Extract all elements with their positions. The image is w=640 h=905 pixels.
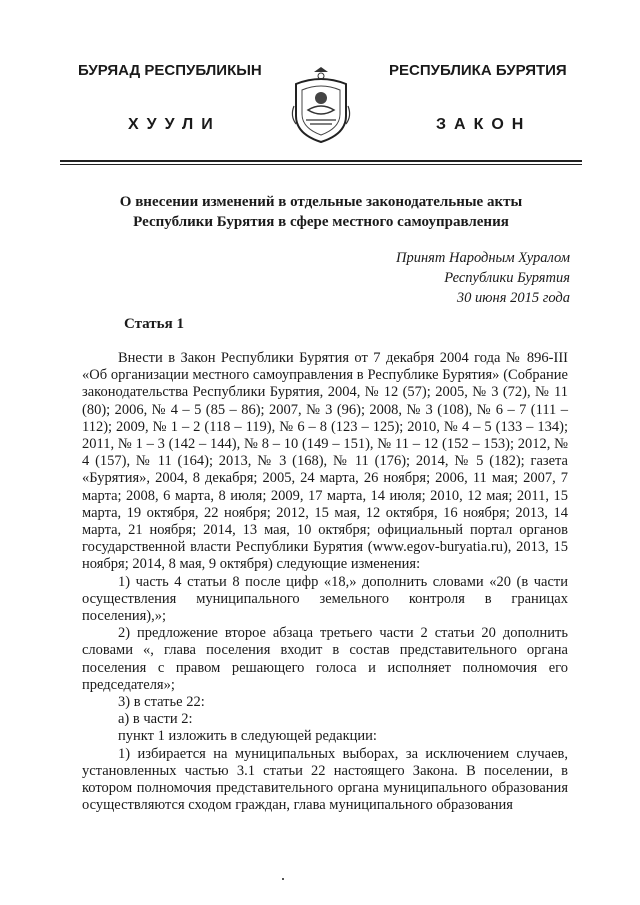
article-body	[82, 350, 568, 814]
adoption-note	[396, 248, 570, 308]
coat-of-arms-icon	[288, 66, 354, 146]
adoption-date: 30 июня 2015 года	[456, 290, 570, 306]
article-paragraph: 1) часть 4 статьи 8 после цифр «18,» дополнить словами «20 (в части осуществления муниципального земельного контроля в границах поселения),»;	[82, 573, 568, 625]
adoption-line1: Принят Народным Хуралом	[395, 250, 570, 266]
page-mark	[282, 878, 284, 880]
adoption-line2: Республики Бурятия	[444, 270, 570, 286]
header-rule-thin	[60, 164, 582, 165]
header-left-top: БУРЯАД РЕСПУБЛИКЫН	[78, 62, 262, 79]
article-paragraph: 3) в статье 22:	[118, 694, 205, 711]
article-heading: Статья 1	[124, 316, 184, 332]
header-rule-thick	[60, 160, 582, 162]
article-paragraph: пункт 1 изложить в следующей редакции:	[118, 728, 377, 745]
header-left-bottom: ХУУЛИ	[128, 116, 221, 133]
law-title-line1: О внесении изменений в отдельные законодательные акты	[119, 194, 523, 210]
article-paragraph: 2) предложение второе абзаца третьего части 2 статьи 20 дополнить словами «, глава поселения входит в состав представительного органа поселения с правом решающего голоса и исполняет полномочия его председателя»;	[82, 625, 568, 693]
article-paragraph: Внести в Закон Республики Бурятия от 7 декабря 2004 года № 896-III «Об организации местного самоуправления в Республике Бурятия» (Собрание законодательства Республики Бурятия, 2004, № 12 (57); 2005, № 3 (72), № 11 (80); 2006, № 4 – 5 (85 – 86); 2007, № 3 (96); 2008, № 3 (108), № 6 – 7 (111 – 112); 2009, № 1 – 2 (118 – 119), № 6 – 8 (123 – 125); 2010, № 4 – 5 (133 – 134); 2011, № 1 – 3 (142 – 144), № 8 – 10 (149 – 151), № 11 – 12 (152 – 153); 2012, № 4 (157), № 11 (164); 2013, № 3 (168), № 11 (176); 2014, № 5 (182); газета «Бурятия», 2004, 8 декабря; 2005, 24 марта, 26 ноября; 2006, 11 мая; 2007, 7 марта; 2008, 6 марта, 8 июля; 2009, 17 марта, 14 июля; 2010, 12 мая; 2011, 15 марта, 19 октября, 22 ноября; 2012, 15 мая, 12 октября, 16 ноября; 2013, 14 марта, 21 ноября; 2014, 13 мая, 10 октября; официальный портал органов государственной власти Республики Бурятия (www.egov-buryatia.ru), 2013, 15 ноября; 2014, 8 мая, 9 октября) следующие изменения:	[82, 350, 568, 573]
law-title	[60, 192, 582, 232]
article-paragraph: а) в части 2:	[118, 711, 193, 728]
law-title-line2: Республики Бурятия в сфере местного самоуправления	[133, 214, 509, 230]
article-paragraph: 1) избирается на муниципальных выборах, за исключением случаев, установленных частью 3.1 статьи 22 настоящего Закона. В поселении, в котором полномочия представительного органа муниципального образования осуществляются сходом граждан, глава муниципального образования	[82, 745, 568, 814]
header-right-top: РЕСПУБЛИКА БУРЯТИЯ	[389, 62, 567, 79]
header-right-bottom: ЗАКОН	[436, 116, 532, 133]
